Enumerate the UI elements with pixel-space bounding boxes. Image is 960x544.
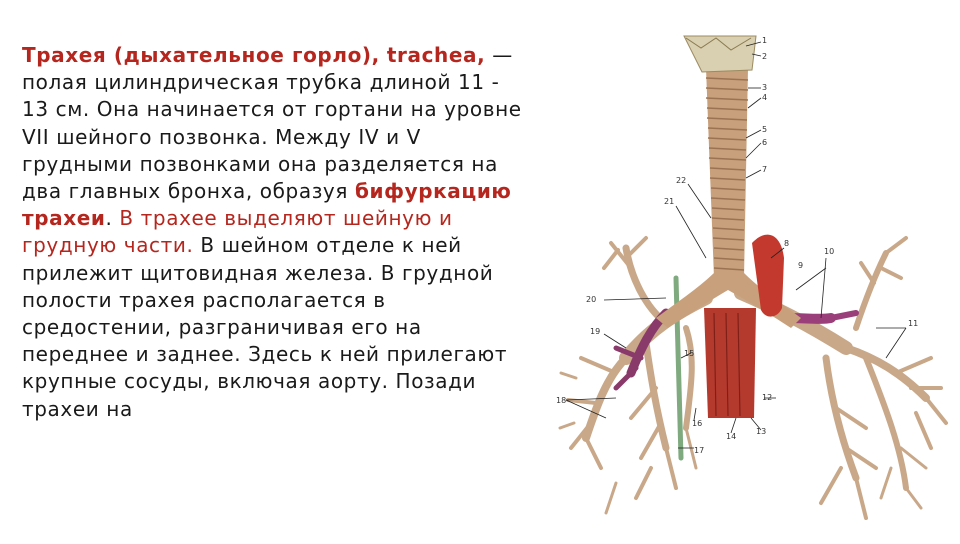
anatomy-drawing (556, 28, 960, 540)
label-15: 15 (684, 349, 695, 358)
intro-text: — полая цилиндрическая трубка длиной 11 - 13 см. Она начинается от гортани на уровне VII шейного позвонка. Между IV и V грудными позвонками она разделяется на два главных бронха, образуя (22, 43, 522, 204)
label-17: 17 (694, 446, 705, 455)
label-14: 14 (726, 432, 737, 441)
trachea-illustration (556, 28, 960, 540)
term-latin: trachea, (386, 43, 486, 67)
label-13: 13 (756, 427, 767, 436)
label-3: 3 (762, 83, 768, 92)
label-22: 22 (676, 176, 687, 185)
label-21: 21 (664, 197, 675, 206)
bifurcation-term: бифуркацию трахеи (22, 179, 512, 231)
red-sentence: В трахее выделяют шейную и грудную части. (22, 206, 453, 258)
label-2: 2 (762, 52, 768, 61)
label-7: 7 (762, 165, 768, 174)
label-16: 16 (692, 419, 703, 428)
label-20: 20 (586, 295, 597, 304)
label-18: 18 (556, 396, 567, 405)
term-russian: Трахея (дыхательное горло), (22, 43, 380, 67)
punctuation: . (105, 206, 120, 231)
label-19: 19 (590, 327, 601, 336)
label-10: 10 (824, 247, 835, 256)
text-paragraph (22, 42, 522, 423)
label-5: 5 (762, 125, 768, 134)
label-11: 11 (908, 319, 919, 328)
label-4: 4 (762, 93, 768, 102)
label-9: 9 (798, 261, 804, 270)
label-8: 8 (784, 239, 790, 248)
label-12: 12 (762, 393, 773, 402)
label-6: 6 (762, 138, 768, 147)
label-1: 1 (762, 36, 768, 45)
rest-text: В шейном отделе к ней прилежит щитовидная железа. В грудной полости трахея располагается в средостении, разграничивая его на переднее и заднее. Здесь к ней прилегают крупные сосуды, включая аорту. Позади трахеи на (22, 233, 508, 421)
